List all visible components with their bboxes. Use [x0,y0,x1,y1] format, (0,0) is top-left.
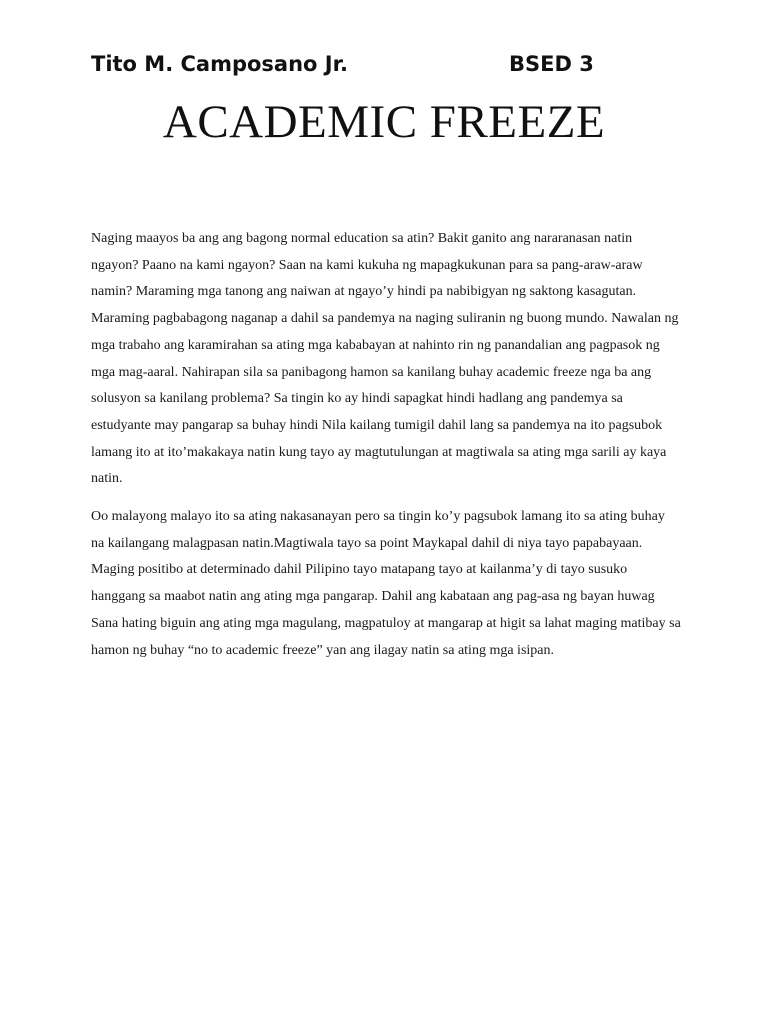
paragraph-1: Naging maayos ba ang ang bagong normal education sa atin? Bakit ganito ang nararanasan natin ngayon? Paano na kami ngayon? Saan na kami kukuha ng mapagkukunan para sa pang-araw-araw namin? Maraming mga tanong ang naiwan at ngayo’y hindi pa nabibigyan ng saktong kasagutan. Maraming pagbabagong naganap a dahil sa pandemya na naging suliranin ng buong mundo. Nawalan ng mga trabaho ang karamirahan sa ating mga kababayan at nahinto rin ng panandalian ang pagpasok ng mga mag-aaral. Nahirapan sila sa panibagong hamon sa kanilang buhay academic freeze nga ba ang solusyon sa kanilang problema? Sa tingin ko ay hindi sapagkat hindi hadlang ang pandemya sa estudyante may pangarap sa buhay hindi Nila kailang tumigil dahil lang sa pandemya na ito pagsubok lamang ito at ito’makakaya natin kung tayo ay magtutulungan at magtiwala sa ating mga sarili ay kaya natin. [91,231,679,487]
paragraph-2: Oo malayong malayo ito sa ating nakasanayan pero sa tingin ko’y pagsubok lamang ito sa ating buhay na kailangang malagpasan natin.Magtiwala tayo sa point Maykapal dahil di niya tayo papabayaan. Maging positibo at determinado dahil Pilipino tayo matapang tayo at kailanma’y di tayo susuko hanggang sa maabot natin ang ating mga pangarap. Dahil ang kabataan ang pag-asa ng bayan huwag Sana hating biguin ang ating mga magulang, magpatuloy at mangarap at higit sa lahat maging matibay sa hamon ng buhay “no to academic freeze” yan ang ilagay natin sa ating mga isipan. [91,509,681,658]
author-name: Tito M. Camposano Jr. [91,52,348,76]
essay-body [91,226,681,675]
section-label: BSED 3 [509,52,594,76]
document-header [91,48,651,84]
document-title: ACADEMIC FREEZE [162,96,606,148]
